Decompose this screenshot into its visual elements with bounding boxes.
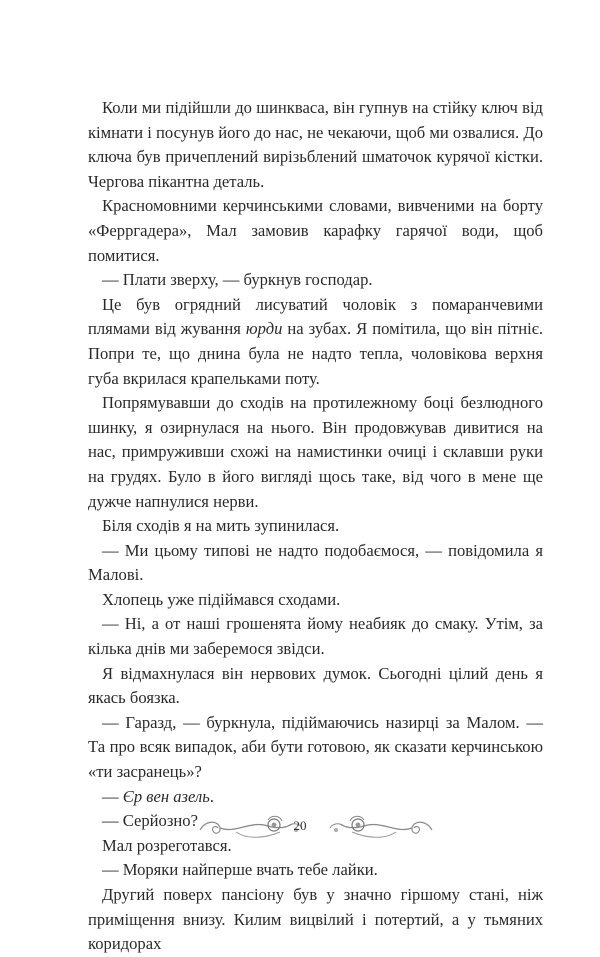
paragraph-text: —: [102, 786, 123, 806]
paragraph: Попрямувавши до сходів на протилежному боці безлюдного шинку, я озирнулася на нього. Він продовжував дивитися на нас, примруживши схожі на намистинки очиці і склавши руки на грудях. Було в його вигляді щось таке, від чого в мене ще дужче напнулися нерви.: [88, 393, 543, 511]
paragraph: Коли ми підійшли до шинкваса, він гупнув на стійку ключ від кімнати і посунув його до нас, не чекаючи, щоб ми озвалися. До ключа був причеплений вирізьблений шматочок курячої кістки. Чергова пікантна деталь.: [88, 98, 543, 191]
italic-word: юрди: [245, 319, 283, 339]
paragraph: Хлопець уже підіймався сходами.: [102, 589, 341, 609]
paragraph: — Серйозно?: [102, 811, 198, 831]
paragraph: [88, 293, 543, 391]
paragraph-text: на зубах. Я помітила, що він пітніє. Попри те, що днина була не надто тепла, чоловікова верхня губа вкрилася крапельками поту.: [88, 319, 543, 388]
paragraph: — Гаразд, — буркнула, підіймаючись назирці за Малом. — Та про всяк випадок, аби бути готовою, як сказати керчинською «ти засранець»?: [88, 712, 543, 782]
paragraph: Другий поверх пансіону був у значно гіршому стані, ніж приміщення внизу. Килим вицвілий і потертий, а у тьмяних коридорах: [88, 885, 543, 954]
paragraph-text: Це був огрядний лисуватий чоловік з помаранчевими плямами від жування: [88, 294, 543, 339]
paragraph-text: .: [209, 786, 214, 806]
paragraph: — Ні, а от наші грошенята йому неабияк до смаку. Утім, за кілька днів ми заберемося звідси.: [88, 614, 543, 659]
paragraph: Мал розреготався.: [102, 835, 232, 855]
paragraph: — Моряки найперше вчать тебе лайки.: [102, 860, 378, 880]
italic-phrase: Єр вен азель: [122, 786, 210, 806]
paragraph: Красномовними керчинськими словами, вивченими на борту «Ферргадера», Мал замовив карафку гарячої води, щоб помитися.: [88, 196, 543, 265]
paragraph: — Ми цьому типові не надто подобаємося, — повідомила я Малові.: [88, 540, 543, 585]
paragraph: Біля сходів я на мить зупинилася.: [102, 516, 340, 536]
page-number: 20: [293, 818, 307, 833]
paragraph: [88, 785, 543, 810]
paragraph: Я відмахнулася він нервових думок. Сьогодні цілий день я якась боязка.: [88, 663, 543, 708]
paragraph: — Плати зверху, — буркнув господар.: [102, 270, 373, 290]
